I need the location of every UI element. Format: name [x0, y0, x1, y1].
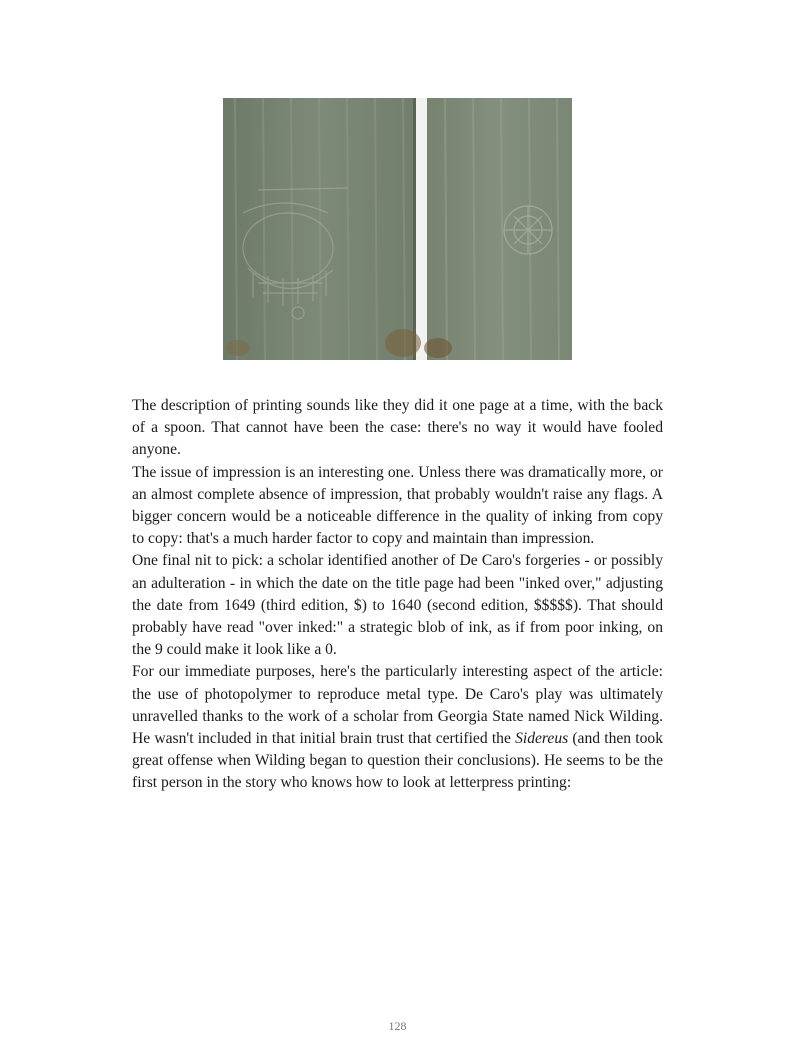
- paragraph-final-nit: One final nit to pick: a scholar identified another of De Caro's forgeries - or possibly an adulteration - in which the date on the title page had been "inked over," adjusting the date from 1649 (third edition, $) to 1640 (second edition, $$$$$). That should probably have read "over inked:" a strategic blob of ink, as if from poor inking, on the 9 could make it look like a 0.: [132, 552, 663, 659]
- page-number: 128: [388, 1019, 407, 1033]
- paragraph-text-end: (and then took great offense when Wilding began to question their conclusions). He seems to be the first person in the story who knows how to look at letterpress printing:: [132, 730, 663, 792]
- right-sheet: [427, 98, 572, 360]
- watermark-photo: [223, 98, 572, 360]
- body-text: [132, 395, 663, 795]
- italic-title: Sidereus: [515, 730, 569, 748]
- paragraph-impression: The issue of impression is an interesting one. Unless there was dramatically more, or an almost complete absence of impression, that probably wouldn't raise any flags. A bigger concern would be a noticeable difference in the quality of inking from copy to copy: that's a much harder factor to copy and maintain than impression.: [132, 463, 663, 548]
- gutter-gap: [415, 98, 427, 360]
- right-watermark: [504, 206, 552, 254]
- paragraph-text-start: For our immediate purposes, here's the particularly interesting aspect of the article: the use of photopolymer to reproduce metal type. De Caro's play was ultimately unravelled thanks to the work of a scholar from Georgia State named Nick Wilding. He wasn't included in that initial brain trust that certified the: [132, 663, 663, 748]
- paragraph-photopolymer: [132, 661, 663, 794]
- paragraph-printing: The description of printing sounds like they did it one page at a time, with the back of a spoon. That cannot have been the case: there's no way it would have fooled anyone.: [132, 397, 663, 459]
